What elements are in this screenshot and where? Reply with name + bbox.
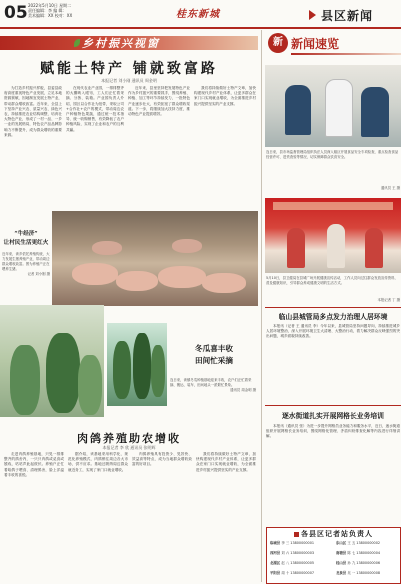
- triangle-icon: [309, 10, 316, 20]
- pigs-title: “牛经济” 让村民生活更红火: [3, 231, 49, 246]
- article-column: 我们将持续做好土特产文章，加快构建现代乡村产业体系，让更多群众在家门口实现就业增收，为全面推进乡村振兴提供坚实的产业支撑。: [194, 86, 256, 106]
- contact-name: 李 三: [281, 541, 291, 545]
- contact-name: 赵 八: [281, 561, 291, 565]
- contact-entry: [270, 551, 314, 555]
- divider: [265, 307, 401, 308]
- pigs-caption: 近年来，该乡依托养殖传统，大力发展生猪养殖产业，带动周边群众增收致富。图为养殖户正在喂养生猪。 记者 刘小刚 摄: [2, 252, 50, 276]
- page-number: 05: [4, 3, 28, 23]
- article-column: 我们将持续做好土特产文章，加快构建现代乡村产业体系，让更多群众在家门口实现就业增收，为全面推进乡村振兴提供坚实的产业支撑。: [196, 452, 256, 472]
- contact-phone: 13800000003: [290, 551, 315, 555]
- contact-entry: [270, 571, 314, 575]
- paper-name: 桂东新城: [176, 9, 220, 20]
- contact-name: 陈 七: [347, 551, 357, 555]
- contact-label: 龙泉县: [336, 571, 348, 575]
- article-column: 为打造乡村振兴样板，县委县政府高度重视特色产业发展，立足本地资源禀赋，因地制宜发展土特产业，带动群众增收致富。近年来，全县上下坚持产业兴农、质量兴农、绿色兴农，持续推进农业结构调整，培育壮大特色产业，形成了一村一品、一乡一业的发展格局，特色农产品品牌影响力不断提升，成为群众增收的重要来源。: [4, 86, 62, 137]
- contact-entry: [270, 541, 314, 545]
- farm-photo: [0, 305, 104, 417]
- contact-entry: [336, 551, 380, 555]
- contact-phone: 13800000002: [356, 541, 381, 545]
- contact-phone: 13800000007: [290, 571, 315, 575]
- square-icon: [294, 532, 299, 537]
- photo2-caption: 5月10日，县卫健局在县城广场开展健康宣传活动，工作人员向过往群众发放宣传资料，普及健康知识，引导群众养成健康文明的生活方式。: [266, 276, 398, 285]
- contact-name: 刘 六: [281, 551, 291, 555]
- section-title: 县区新闻: [321, 9, 374, 23]
- photo1-caption: 连日来，县市场监督管理局组织执法人员深入辖区开展食品安全专项检查，重点检查食品经营许可、进货查验等情况，切实保障群众饮食安全。: [266, 150, 399, 159]
- article-column: 近年来，县里坚持把发展特色产业作为乡村振兴的重要抓手，围绕养殖、种植、加工等环节持续发力，一批特色产业逐步壮大，有效拓宽了群众增收渠道。下一步，将继续加大扶持力度，推动特色产业提质增效。: [128, 86, 190, 117]
- photo-credit: 通讯员 王 摄: [380, 186, 400, 190]
- article-column: 走进肉鸽养殖基地，只见一排排整齐的鸽舍内，一只只肉鸽或觅食或嬉戏，咕咕声此起彼伏。养殖户正忙着给鸽子喂食、清理鸽舍，脸上洋溢着丰收的喜悦。: [4, 452, 64, 477]
- contact-name: 孙 九: [347, 561, 357, 565]
- contact-phone: 13800000005: [290, 561, 315, 565]
- photo-credit: 通讯员 周金明 摄: [230, 388, 256, 392]
- melon-title: 冬瓜喜丰收 田间忙采摘: [195, 344, 233, 365]
- contact-entry: [336, 541, 380, 545]
- feature-byline: 本报记者 刘小刚 通讯员 周金明: [101, 78, 157, 83]
- column-divider: [261, 30, 262, 582]
- article2-body: 本报讯（通讯员 张）为进一步提升网格员业务能力和服务水平，近日，逐水街道组织开展网格长业务培训，围绕网格化管理、矛盾纠纷排查化解等内容进行详细讲解。: [266, 424, 400, 439]
- article1-body: 本报讯（记者 王 通讯员 李）今年以来，县城管局坚持问题导向，持续推进城乡人居环境整治，深入开展环境卫生大清理、大整治行动，着力解决群众反映强烈的突出问题，城乡面貌持续改善。: [266, 324, 400, 339]
- sidebar-title: 新闻速览: [291, 37, 340, 51]
- article2-title: 逐水街道扎实开展网格长业务培训: [282, 412, 384, 420]
- pigs-photo: [52, 211, 258, 306]
- contact-label: 南塘县: [336, 551, 348, 555]
- article-column: 在现代农业产业园，一排排整齐的大棚映入眼帘，工人们正忙着采摘、分拣、装箱。产业园负责人介绍，园区以合作社为纽带，采取公司+合作社+农户的模式，带动周边农户种植特色果蔬，通过统一技术指导、统一收购销售，有效降低了农户种植风险，实现了企业和农户的互利共赢。: [66, 86, 124, 132]
- editor-line: 责任编辑：李 编 辑：: [28, 8, 67, 13]
- melon-photo: [107, 323, 167, 406]
- feature-headline: 赋能土特产 铺就致富路: [40, 61, 218, 77]
- contact-phone: 13800000006: [356, 561, 381, 565]
- health-event-photo: [265, 198, 401, 273]
- contact-phone: 13800000008: [356, 571, 381, 575]
- section-header: [309, 7, 399, 23]
- melon-caption: 连日来，该镇冬瓜种植基地迎来丰收，农户们正忙着采摘、搬运、装车，田间地头一派繁忙景象。 通讯员 周金明 摄: [170, 378, 256, 392]
- article-column: 肉鸽养殖具有投资少、见效快、效益高等特点，成为当地群众增收致富的好项目。: [132, 452, 192, 467]
- contact-entry: [336, 561, 380, 565]
- contact-phone: 13800000004: [356, 551, 381, 555]
- date-line: 2022年5月10日 星期二: [28, 3, 72, 8]
- sidebar-band: [265, 33, 401, 57]
- contact-phone: 13800000001: [290, 541, 315, 545]
- contact-label: 西河县: [270, 551, 282, 555]
- contact-name: 王 五: [347, 541, 357, 545]
- contact-label: 临城县: [270, 541, 282, 545]
- pigeon-headline: 肉鸽养殖助农增收: [77, 432, 181, 445]
- contact-entry: [336, 571, 380, 575]
- editor-line: 美术编辑：XX 校对：XX: [28, 13, 73, 18]
- leaf-icon: [74, 39, 80, 47]
- contact-label: 东山区: [336, 541, 348, 545]
- contact-label: 桂山县: [336, 561, 348, 565]
- contact-entry: [270, 561, 314, 565]
- photo-credit: 记者 刘小刚 摄: [27, 272, 50, 276]
- divider: [265, 405, 401, 406]
- date-block: [28, 3, 72, 18]
- feature-band-label: 乡村振兴视窗: [82, 37, 160, 50]
- contact-name: 吴 一: [347, 571, 357, 575]
- contact-label: 平阳县: [270, 571, 282, 575]
- feature-band: [0, 36, 258, 50]
- badge: 新: [268, 33, 288, 53]
- inspection-photo: [265, 65, 401, 147]
- contact-label: 北湖区: [270, 561, 282, 565]
- photo-credit: 本报记者 丁 摄: [377, 298, 400, 302]
- pigeon-byline: 本报记者 李 欣 通讯员 张明辉: [102, 445, 156, 450]
- contact-title: 各县区记者站负责人: [267, 529, 400, 539]
- contact-box: [266, 527, 401, 584]
- article1-title: 临山县城管局多点发力治理人居环境: [278, 313, 388, 321]
- contact-name: 周 十: [281, 571, 291, 575]
- article-column: 据介绍，该基地采用科学化、规范化养殖模式，肉鸽销往周边各大市场，供不应求。基地还吸纳周边群众就近务工，实现了家门口就业增收。: [68, 452, 128, 472]
